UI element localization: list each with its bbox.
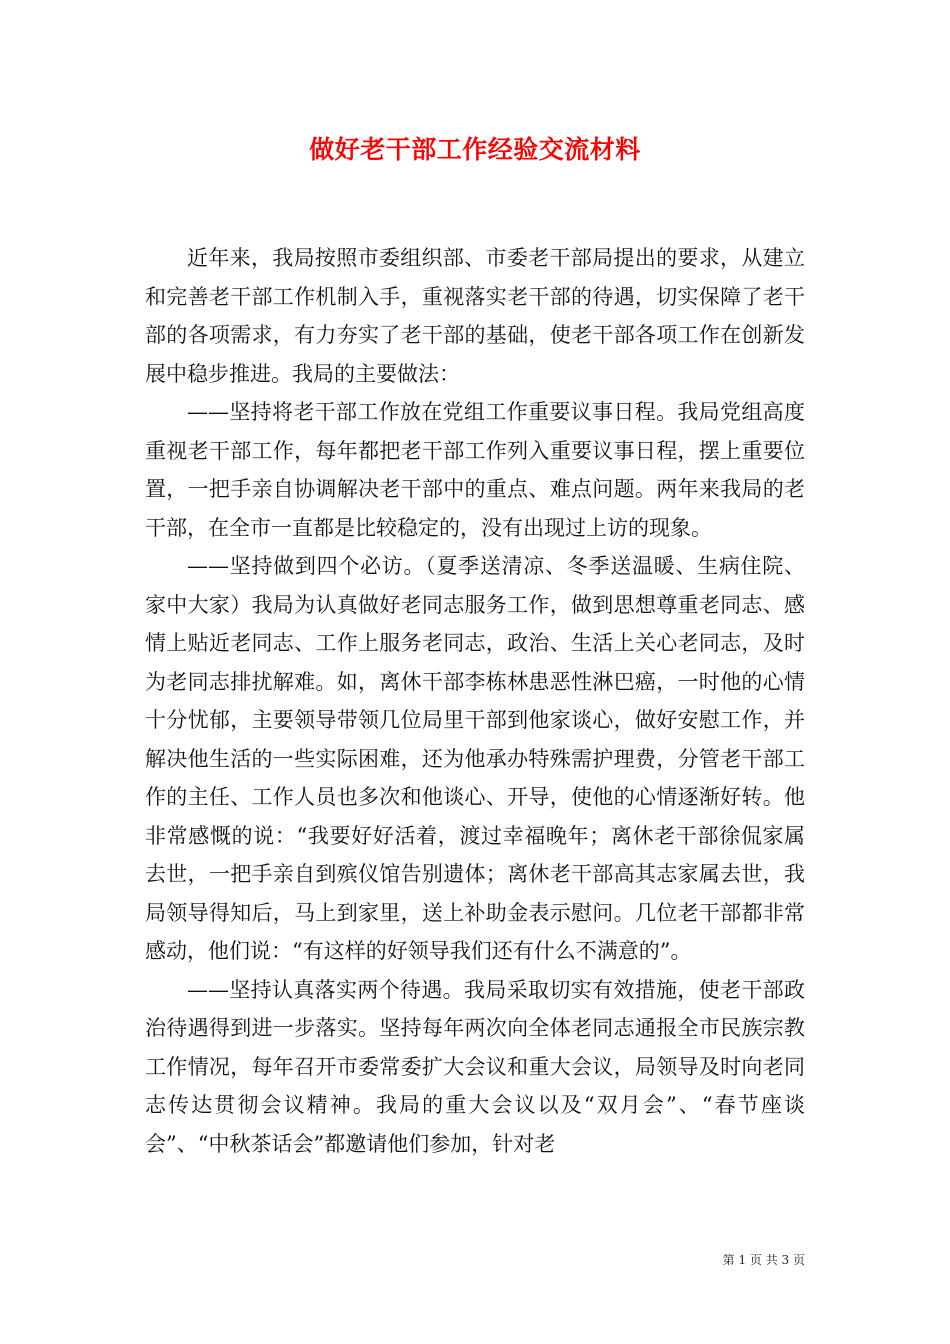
paragraph-agenda: ——坚持将老干部工作放在党组工作重要议事日程。我局党组高度重视老干部工作，每年都把老干部工作列入重要议事日程，摆上重要位置，一把手亲自协调解决老干部中的重点、难点问题。两年来我局的老干部，在全市一直都是比较稳定的，没有出现过上访的现象。 — [145, 400, 805, 540]
paragraph-intro: 近年来，我局按照市委组织部、市委老干部局提出的要求，从建立和完善老干部工作机制入手，重视落实老干部的待遇，切实保障了老干部的各项需求，有力夯实了老干部的基础，使老干部各项工作在创新发展中稳步推进。我局的主要做法： — [145, 246, 805, 386]
paragraph-two-treatments: ——坚持认真落实两个待遇。我局采取切实有效措施，使老干部政治待遇得到进一步落实。坚持每年两次向全体老同志通报全市民族宗教工作情况，每年召开市委常委扩大会议和重大会议，局领导及时向老同志传达贯彻会议精神。我局的重大会议以及“双月会”、“春节座谈会”、“中秋茶话会”都邀请他们参加，针对老 — [145, 977, 805, 1156]
document-title: 做好老干部工作经验交流材料 — [309, 135, 641, 164]
document-body — [145, 239, 805, 1163]
page-number-footer: 第 1 页 共 3 页 — [722, 1253, 805, 1267]
paragraph-four-visits: ——坚持做到四个必访。（夏季送清凉、冬季送温暖、生病住院、家中大家）我局为认真做好老同志服务工作，做到思想尊重老同志、感情上贴近老同志、工作上服务老同志，政治、生活上关心老同志，及时为老同志排扰解难。如，离休干部李栋林患恶性淋巴癌，一时他的心情十分忧郁，主要领导带领几位局里干部到他家谈心，做好安慰工作，并解决他生活的一些实际困难，还为他承办特殊需护理费，分管老干部工作的主任、工作人员也多次和他谈心、开导，使他的心情逐渐好转。他非常感慨的说：“我要好好活着，渡过幸福晚年；离休老干部徐侃家属去世，一把手亲自到殡仪馆告别遗体；离休老干部高其志家属去世，我局领导得知后，马上到家里，送上补助金表示慰问。几位老干部都非常感动，他们说：“有这样的好领导我们还有什么不满意的”。 — [145, 554, 805, 963]
